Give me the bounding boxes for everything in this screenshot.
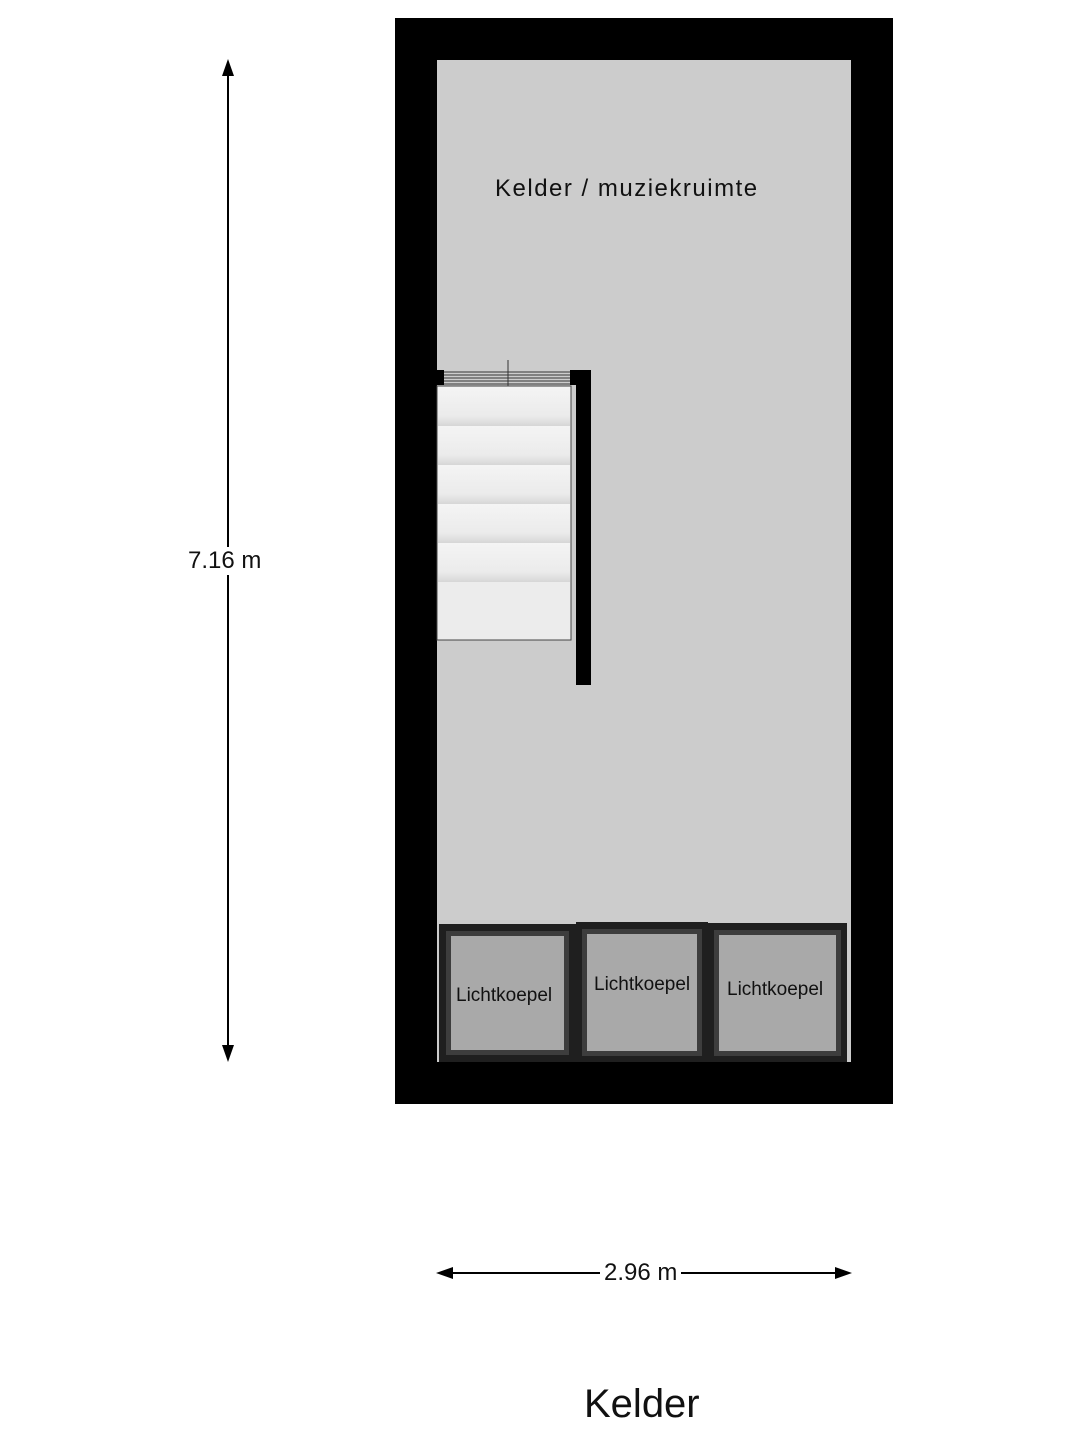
- room-label: Kelder / muziekruimte: [495, 175, 759, 202]
- skylight-label: Lichtkoepel: [594, 974, 691, 995]
- arrow-left-icon: [436, 1267, 453, 1279]
- stair-step: [438, 543, 570, 582]
- stair-step: [438, 582, 570, 639]
- skylight-label: Lichtkoepel: [456, 985, 553, 1006]
- stair-step: [438, 504, 570, 543]
- stair-step: [438, 387, 570, 426]
- staircase: [437, 386, 571, 640]
- height-dimension-label: 7.16 m: [188, 547, 262, 574]
- stair-step: [438, 465, 570, 504]
- width-dimension-label: 2.96 m: [600, 1259, 681, 1287]
- stair-wall: [576, 370, 591, 685]
- arrow-right-icon: [835, 1267, 852, 1279]
- stair-step: [438, 426, 570, 465]
- floor-title: Kelder: [584, 1382, 700, 1426]
- skylight-label: Lichtkoepel: [727, 979, 824, 1000]
- arrow-up-icon: [222, 59, 234, 76]
- arrow-down-icon: [222, 1045, 234, 1062]
